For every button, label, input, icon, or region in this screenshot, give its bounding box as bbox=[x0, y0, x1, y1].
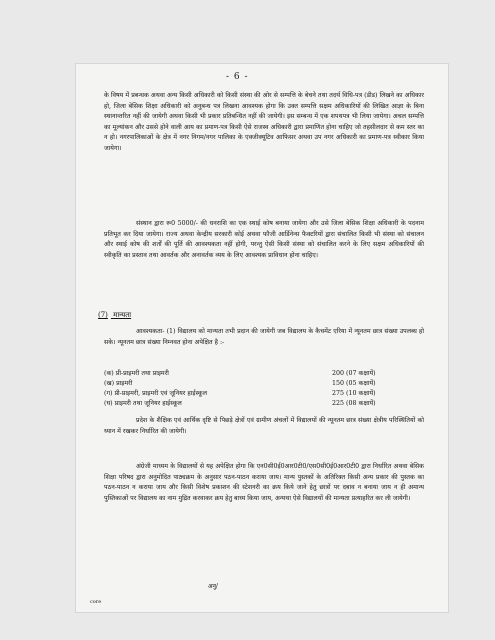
list-item-label: (क) प्री-प्राइमरी तथा प्राइमरी bbox=[104, 370, 169, 377]
paragraph-english-medium: अंग्रेजी माध्यम के विद्यालयों से यह अपेक्षित होगा कि एन0सी0ई0आर0टी0/एस0सी0ई0आर0टी0 द्वारा निर्धारित अथवा बेसिक शिक्षा परिषद द्वारा अनुमोदित पाठ्यक्रम के अनुसार पठन-पाठन कराया जाय। मान्य पुस्तकों के अतिरिक्त किसी अन्य प्रकार की पुस्तक का पठन-पाठन न कराया जाय और किसी विशेष प्रकाशन की स्टेशनरी का क्रय किये जाने हेतु छात्रों पर दबाव न बनाया जाय न ही अमान्य पुस्तिकाओं पर विद्यालय का नाम मुद्रित करवाकर क्रय हेतु बाध्य किया जाय, अन्यथा ऐसे विद्यालयों की मान्यता प्रत्याहरित कर ली जायेगी। bbox=[104, 463, 424, 502]
document-page bbox=[76, 64, 448, 612]
list-item bbox=[104, 399, 424, 409]
list-item-label: (ख) प्राइमरी bbox=[104, 380, 133, 387]
list-item-value: 150 (05 कक्षायें) bbox=[332, 380, 376, 387]
list-item-value: 225 (08 कक्षायें) bbox=[332, 400, 376, 407]
list-item-value: 200 (07 कक्षायें) bbox=[332, 370, 376, 377]
paragraph-requirement: आवश्यकता- (1) विद्यालय को मान्यता तभी प्रदान की जायेगी जब विद्यालय के कैचमेंट एरिया में न्यूनतम छात्र संख्या उपलब्ध हो सके। न्यूनतम छात्र संख्या निम्नवत होना अपेक्षित है :- bbox=[104, 328, 424, 346]
paragraph-permanent-fund: संस्थान द्वारा रू0 5000/- की धनराशि का एक स्थाई कोष बनाया जायेगा और उसे जिला बेसिक शिक्षा अधिकारी के पदनाम प्रतिभूत कर दिया जायेगा। राज्य अथवा केन्द्रीय सरकारी कोई अथवा फौजी आर्डिनेन्स फैक्टरियों द्वारा संचालित किसी भी संस्था को संचालन और स्थाई कोष की शर्तों की पूर्ति की आवश्यकता नहीं होगी, परन्तु ऐसी किसी संस्था को संचालित करने के लिए सक्षम अधिकारियों की स्वीकृति का प्रस्ताव तथा आवर्तक और अनावर्तक व्यय के लिए आवश्यक प्राविधान होना चाहिए। bbox=[104, 220, 424, 259]
list-item bbox=[104, 369, 424, 379]
list-item-label: (ग) प्री-प्राइमरी, प्राइमरी एवं जूनियर हाईस्कूल bbox=[104, 390, 207, 397]
section-number: (7) bbox=[98, 311, 108, 319]
initials-mark: core bbox=[90, 599, 102, 605]
list-item-value: 275 (10 कक्षायें) bbox=[332, 390, 376, 397]
list-item bbox=[104, 389, 424, 399]
paragraph-backward-areas: प्रदेश के शैक्षिक एवं आर्थिक दृष्टि से पिछड़े क्षेत्रों एवं ग्रामीण अंचलों में विद्यालयों की न्यूनतम छात्र संख्या क्षेत्रीय परिस्थितियों को ध्यान में रखकर निर्धारित की जायेगी। bbox=[104, 417, 424, 435]
student-count-list bbox=[104, 369, 424, 409]
section-title: मान्यता bbox=[113, 311, 132, 319]
list-item-label: (घ) प्राइमरी तथा जूनियर हाईस्कूल bbox=[104, 400, 182, 407]
paragraph-property-transfer: के विषय में प्रबन्धक अथवा अन्य किसी अधिकारी को किसी संस्था की ओर से सम्पत्ति के बेचने तथा तदर्थ विधि-पत्र (डीड) लिखने का अधिकार हो, जिला बेसिक शिक्षा अधिकारी को अनुबन्ध पत्र लिखना आवश्यक होगा कि उक्त सम्पत्ति सक्षम अधिकारियों की लिखित आज्ञा के बिना स्थानान्तरित नहीं की जायेगी अथवा किसी भी प्रकार प्रतिबन्धित नहीं की जायेगी। इस सम्बन्ध में एक शपथपत्र भी लिया जायेगा। अचल सम्पत्ति का मूल्यांकन और उससे होने वाली आय का प्रमाण-पत्र किसी ऐसे राजस्व अधिकारी द्वारा प्रमाणित होना चाहिए जो तहसीलदार से कम स्तर का न हो। नगरपालिकाओं के क्षेत्र में नगर निगम/नगर पालिका के एक्जीक्यूटिव आफिसर अथवा उप नगर अधिकारी का प्रमाण-पत्र स्वीकार किया जायेगा। bbox=[104, 92, 424, 152]
page-number: - 6 - bbox=[226, 72, 249, 82]
signature: अनु/ bbox=[208, 583, 218, 590]
section-heading-recognition bbox=[98, 311, 131, 320]
list-item bbox=[104, 379, 424, 389]
